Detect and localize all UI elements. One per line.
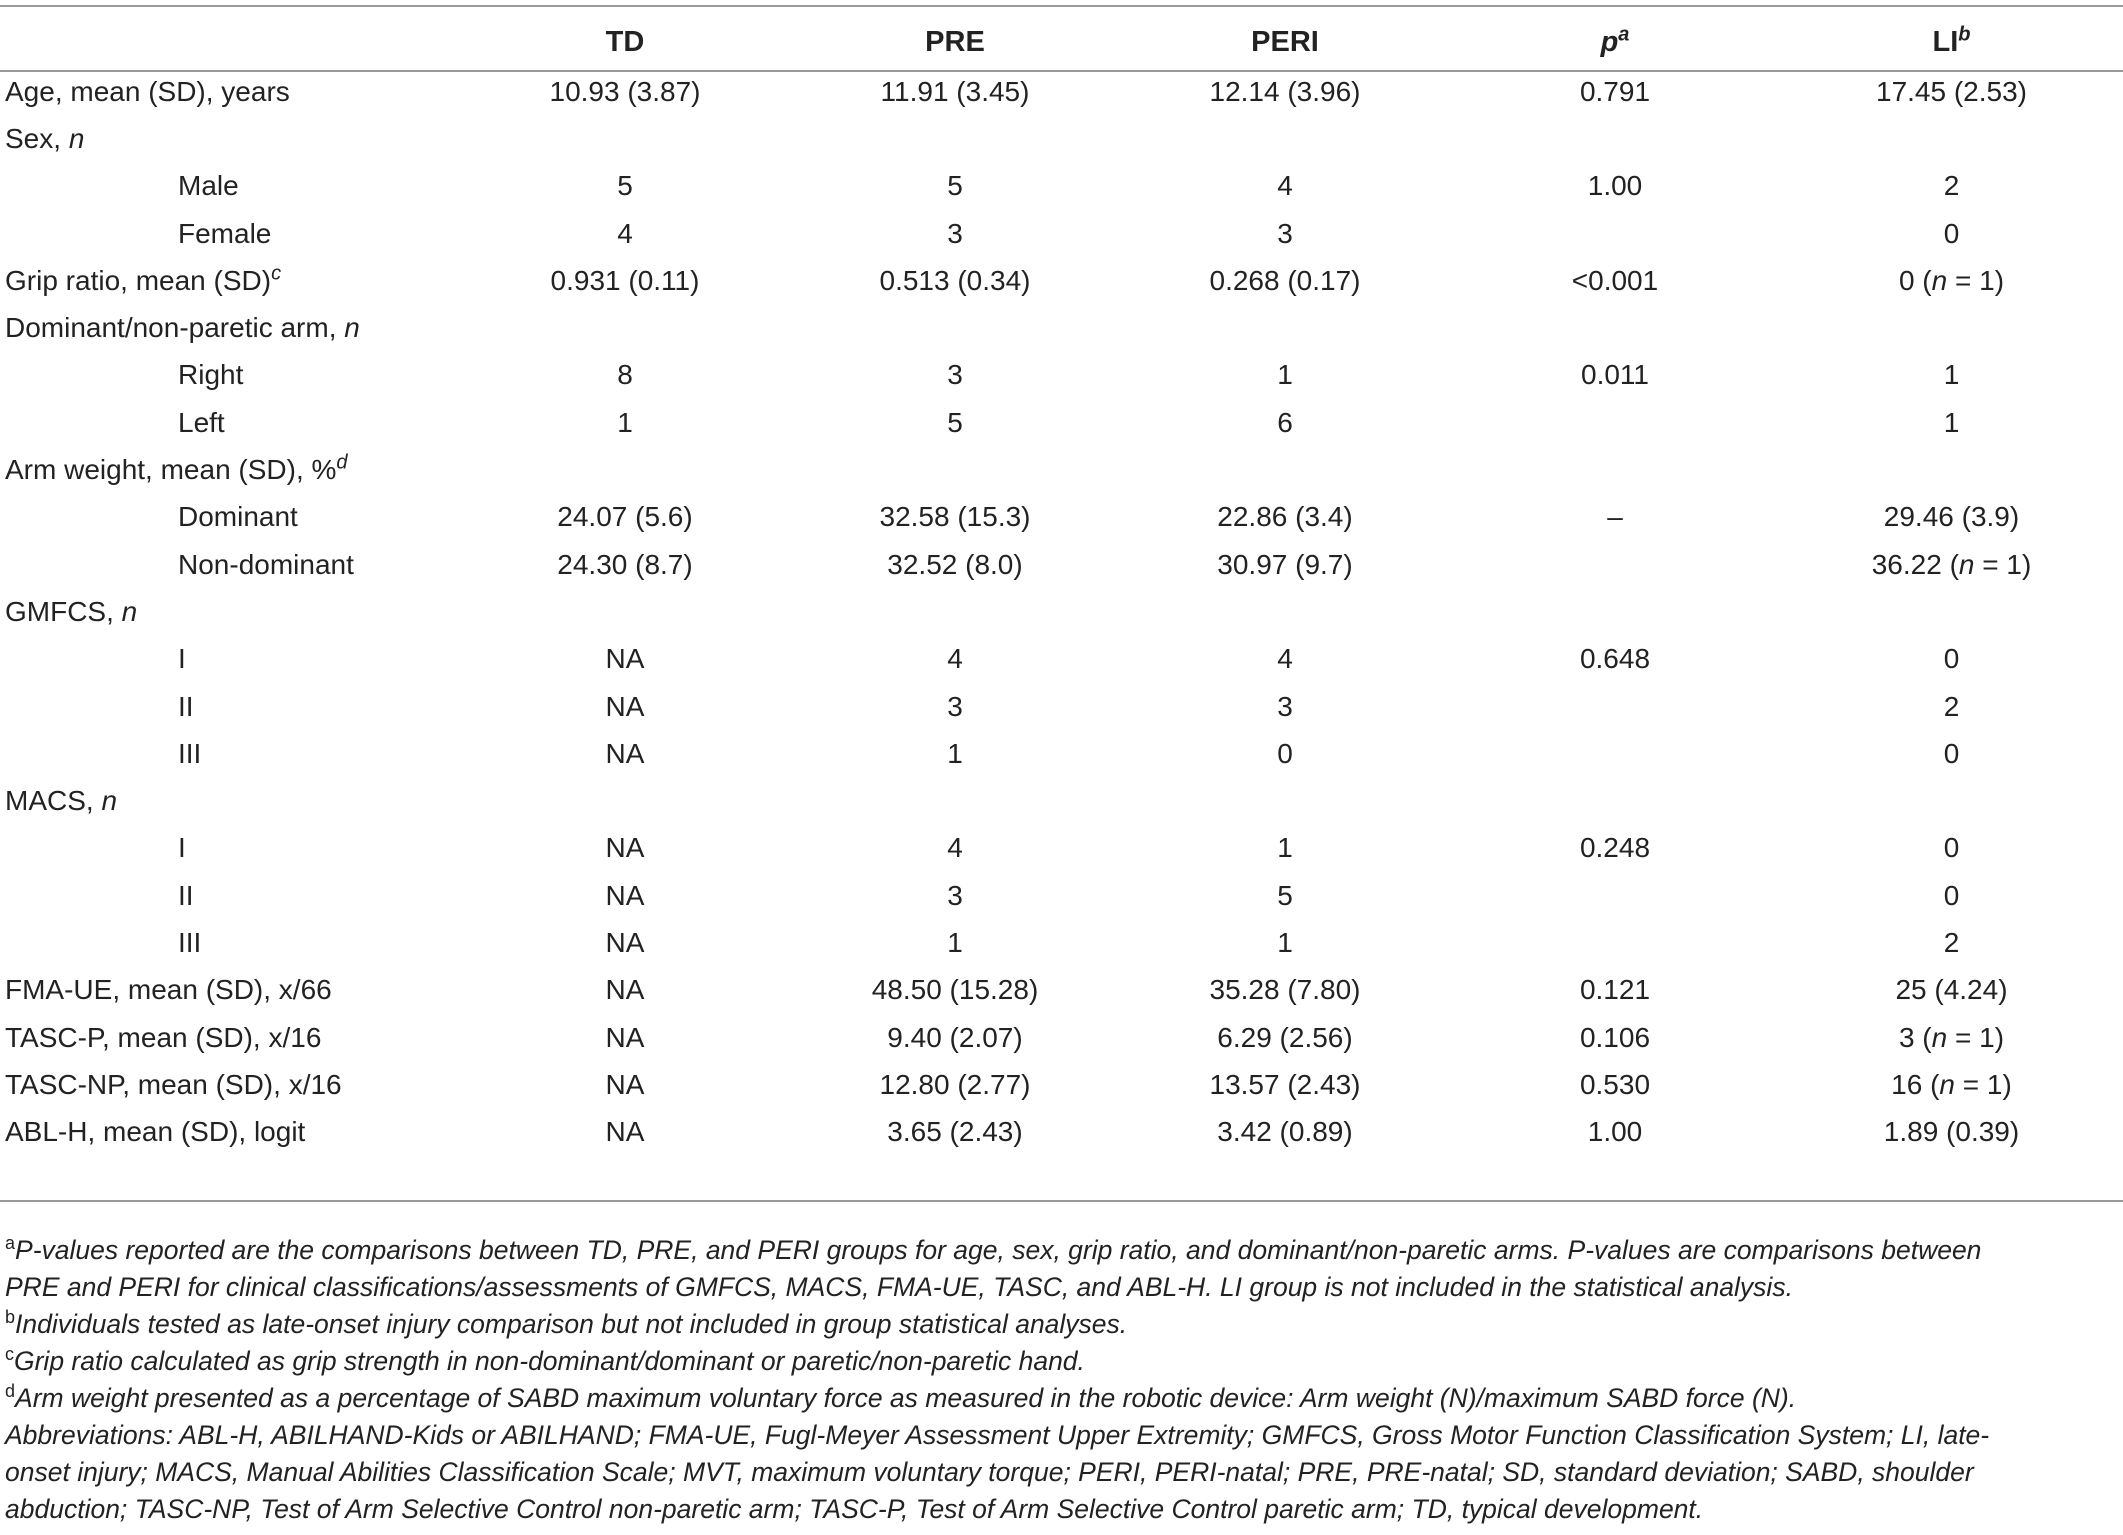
row-label (0, 399, 460, 446)
table-row (0, 210, 2123, 257)
table-row (0, 967, 2123, 1014)
table-row (0, 163, 2123, 210)
cell-td: 24.07 (5.6) (557, 501, 693, 533)
cell-li (1780, 446, 2123, 493)
cell-li (1780, 257, 2123, 304)
cell-peri: 3 (1277, 217, 1293, 249)
cell-li (1780, 777, 2123, 824)
cell-td: NA (605, 1068, 645, 1100)
cell-pre: 5 (947, 406, 963, 438)
cell-p (1450, 541, 1780, 588)
row-label-text: Left (178, 406, 225, 438)
cell-p (1450, 683, 1780, 730)
cell-p (1450, 304, 1780, 351)
cell-li-part: n (1931, 1021, 1948, 1053)
row-label-text: Female (178, 217, 272, 249)
cell-td (460, 588, 790, 635)
cell-li-part: 0 ( (1898, 264, 1932, 296)
cell-peri: 0 (1277, 737, 1293, 769)
table-row (0, 683, 2123, 730)
demographics-table (0, 16, 2123, 1156)
row-label-text: III (178, 926, 202, 958)
row-label-text: MACS, (5, 785, 102, 817)
footnote-text: P-values reported are the comparisons between TD, PRE, and PERI groups for age, sex, grip ratio, and dominant/non-paretic arms. P-values are comparisons between (15, 1235, 1982, 1265)
cell-td: NA (605, 643, 645, 675)
cell-pre: 11.91 (3.45) (880, 75, 1030, 107)
row-label (0, 163, 460, 210)
row-label (0, 1109, 460, 1156)
cell-p: 0.648 (1579, 643, 1651, 675)
cell-li (1780, 163, 2123, 210)
cell-li (1780, 825, 2123, 872)
row-label (0, 919, 460, 966)
cell-p: 0.121 (1579, 974, 1651, 1006)
cell-li (1780, 588, 2123, 635)
cell-li-part: 3 ( (1898, 1021, 1932, 1053)
cell-pre: 3 (947, 359, 963, 391)
cell-p: 1.00 (1587, 170, 1643, 202)
cell-peri: 1 (1277, 359, 1293, 391)
cell-li-part: 25 (4.24) (1895, 974, 2008, 1006)
table-row (0, 257, 2123, 304)
cell-peri: 6.29 (2.56) (1217, 1021, 1353, 1053)
cell-td: NA (605, 879, 645, 911)
header-pre: PRE (925, 25, 985, 58)
cell-li (1780, 1109, 2123, 1156)
cell-p (1450, 777, 1780, 824)
row-label-text: I (178, 643, 186, 675)
footnote-mark: d (5, 1381, 16, 1402)
row-label-text: TASC-P, mean (SD), x/16 (5, 1021, 322, 1053)
cell-peri: 3 (1277, 690, 1293, 722)
cell-pre (790, 777, 1120, 824)
cell-peri: 13.57 (2.43) (1209, 1068, 1361, 1100)
footnote-line (5, 1306, 2115, 1343)
cell-li-part: 2 (1943, 926, 1960, 958)
row-label-italic: n (101, 785, 118, 817)
table-row (0, 636, 2123, 683)
header-li-sup: b (1958, 22, 1971, 45)
cell-p (1450, 210, 1780, 257)
cell-peri: 5 (1277, 879, 1293, 911)
row-label-text: Dominant (178, 501, 298, 533)
footnote-text: Grip ratio calculated as grip strength in non-dominant/dominant or paretic/non-paretic hand. (14, 1346, 1085, 1376)
table-row (0, 872, 2123, 919)
cell-li (1780, 1061, 2123, 1108)
bottom-rule (0, 1200, 2123, 1202)
cell-li-part: = 1) (1947, 1021, 2005, 1053)
row-label-text: Male (178, 170, 239, 202)
row-label-text: II (178, 690, 194, 722)
cell-td: 4 (617, 217, 633, 249)
cell-li (1780, 919, 2123, 966)
cell-pre: 12.80 (2.77) (879, 1068, 1031, 1100)
cell-li (1780, 1014, 2123, 1061)
cell-li-part: 1 (1943, 406, 1960, 438)
table-row (0, 446, 2123, 493)
cell-peri: 1 (1277, 832, 1293, 864)
cell-li-part: 2 (1943, 690, 1960, 722)
footnote-line (5, 1232, 2115, 1269)
cell-p: <0.001 (1571, 264, 1659, 296)
footnote-text: Arm weight presented as a percentage of SABD maximum voluntary force as measured in the robotic device: Arm weight (N)/maximum SABD force (N). (15, 1383, 1797, 1413)
cell-li-part: 0 (1943, 217, 1960, 249)
row-label (0, 683, 460, 730)
table-row (0, 588, 2123, 635)
row-label-text: TASC-NP, mean (SD), x/16 (5, 1068, 342, 1100)
row-label-text: Right (178, 359, 244, 391)
footnote-text: onset injury; MACS, Manual Abilities Classification Scale; MVT, maximum voluntary torque; PERI, PERI-natal; PRE, PRE-natal; SD, standard deviation; SABD, shoulder (5, 1457, 1974, 1487)
row-label-text: I (178, 832, 186, 864)
header-td: TD (605, 25, 645, 58)
row-label (0, 967, 460, 1014)
cell-p: 0.011 (1581, 359, 1649, 391)
header-label-col (0, 16, 460, 68)
cell-p (1450, 115, 1780, 162)
cell-p (1450, 730, 1780, 777)
cell-li-part: 0 (1943, 643, 1960, 675)
cell-td: NA (605, 737, 645, 769)
table-row (0, 304, 2123, 351)
cell-p (1450, 872, 1780, 919)
cell-peri: 6 (1277, 406, 1293, 438)
footnote-text: Individuals tested as late-onset injury comparison but not included in group statistical analyses. (15, 1309, 1128, 1339)
cell-li-part: 29.46 (3.9) (1883, 501, 2020, 533)
top-rule (0, 5, 2123, 7)
cell-p: 0.106 (1579, 1021, 1651, 1053)
row-label-sup: c (271, 262, 282, 285)
cell-li (1780, 399, 2123, 446)
row-label (0, 115, 460, 162)
cell-peri (1120, 115, 1450, 162)
cell-pre: 1 (947, 926, 963, 958)
row-label-sup: d (336, 451, 348, 474)
row-label-text: Age, mean (SD), years (5, 75, 290, 107)
cell-peri: 30.97 (9.7) (1217, 548, 1353, 580)
cell-li (1780, 115, 2123, 162)
table-row (0, 777, 2123, 824)
cell-td (460, 115, 790, 162)
row-label-text: FMA-UE, mean (SD), x/66 (5, 974, 332, 1006)
footnote-text: PRE and PERI for clinical classifications/assessments of GMFCS, MACS, FMA-UE, TASC, and ABL-H. LI group is not included in the statistical analysis. (5, 1272, 1793, 1302)
cell-pre: 4 (947, 832, 963, 864)
cell-li-part: 0 (1943, 832, 1960, 864)
row-label (0, 1014, 460, 1061)
cell-td (460, 777, 790, 824)
cell-li (1780, 636, 2123, 683)
footnote-mark: c (5, 1344, 14, 1365)
cell-pre: 3 (947, 217, 963, 249)
cell-pre: 4 (947, 643, 963, 675)
cell-li-part: n (1931, 264, 1948, 296)
cell-li-part: n (1939, 1068, 1955, 1100)
cell-li (1780, 68, 2123, 115)
cell-td: 5 (617, 170, 633, 202)
table-row (0, 730, 2123, 777)
cell-pre (790, 446, 1120, 493)
footnote-text: Abbreviations: ABL-H, ABILHAND-Kids or ABILHAND; FMA-UE, Fugl-Meyer Assessment Upper Extremity; GMFCS, Gross Motor Function Classification System; LI, late- (5, 1420, 1990, 1450)
footnote-line (5, 1417, 2115, 1454)
table-row (0, 68, 2123, 115)
row-label-text: Non-dominant (178, 548, 354, 580)
cell-li-part: 0 (1943, 737, 1960, 769)
table-row (0, 1061, 2123, 1108)
footnote-text: abduction; TASC-NP, Test of Arm Selective Control non-paretic arm; TASC-P, Test of Arm Selective Control paretic arm; TD, typical development. (5, 1494, 1704, 1524)
header-p-text: p (1600, 25, 1619, 58)
table-footnotes (5, 1232, 2115, 1528)
header-peri: PERI (1251, 25, 1319, 58)
row-label-text: GMFCS, (5, 595, 122, 627)
table-row (0, 115, 2123, 162)
cell-li-part: 1.89 (0.39) (1883, 1116, 2020, 1148)
cell-p: 0.530 (1579, 1068, 1651, 1100)
cell-li (1780, 967, 2123, 1014)
cell-li-part: 17.45 (2.53) (1876, 75, 2027, 107)
cell-li-part: 0 (1943, 879, 1960, 911)
row-label (0, 636, 460, 683)
row-label (0, 777, 460, 824)
cell-pre: 0.513 (0.34) (879, 264, 1031, 296)
cell-pre: 9.40 (2.07) (887, 1021, 1023, 1053)
cell-pre (790, 115, 1120, 162)
footnote-line (5, 1269, 2115, 1306)
cell-td: 0.931 (0.11) (550, 264, 700, 296)
cell-p (1450, 588, 1780, 635)
cell-peri: 35.28 (7.80) (1209, 974, 1361, 1006)
row-label (0, 304, 460, 351)
cell-td: NA (605, 690, 645, 722)
row-label (0, 446, 460, 493)
table-row (0, 1109, 2123, 1156)
cell-p: 1.00 (1587, 1116, 1643, 1148)
cell-td: NA (605, 926, 645, 958)
cell-td: 8 (617, 359, 633, 391)
cell-li-part: 2 (1943, 170, 1960, 202)
header-p (1450, 16, 1780, 68)
cell-peri: 22.86 (3.4) (1217, 501, 1353, 533)
table-body (0, 68, 2123, 1156)
cell-peri: 4 (1277, 170, 1293, 202)
cell-p: 0.248 (1579, 832, 1651, 864)
row-label-text: Dominant/non-paretic arm, (5, 312, 345, 344)
table-row (0, 919, 2123, 966)
cell-p (1450, 446, 1780, 493)
row-label (0, 494, 460, 541)
cell-pre: 48.50 (15.28) (871, 974, 1039, 1006)
cell-li (1780, 683, 2123, 730)
table-row (0, 825, 2123, 872)
row-label (0, 68, 460, 115)
cell-li (1780, 541, 2123, 588)
cell-p: 0.791 (1579, 75, 1651, 107)
cell-pre: 32.52 (8.0) (887, 548, 1023, 580)
row-label-text: II (178, 879, 194, 911)
row-label (0, 541, 460, 588)
header-li (1780, 16, 2123, 68)
cell-pre: 32.58 (15.3) (879, 501, 1031, 533)
cell-li-part: 16 ( (1891, 1068, 1940, 1100)
cell-pre: 3.65 (2.43) (887, 1116, 1023, 1148)
row-label-italic: n (121, 595, 138, 627)
cell-pre: 3 (947, 690, 963, 722)
cell-td: 24.30 (8.7) (557, 548, 693, 580)
cell-td: NA (605, 974, 645, 1006)
cell-li-part: 36.22 ( (1871, 548, 1959, 580)
row-label-text: Grip ratio, mean (SD) (5, 264, 272, 296)
footnote-line (5, 1491, 2115, 1528)
cell-li (1780, 210, 2123, 257)
row-label-italic: n (344, 312, 360, 344)
cell-li-part: = 1) (1955, 1068, 2012, 1100)
table-row (0, 352, 2123, 399)
footnote-line (5, 1454, 2115, 1491)
row-label-text: Arm weight, mean (SD), % (5, 454, 337, 486)
row-label-italic: n (68, 122, 85, 154)
header-p-sup: a (1618, 22, 1630, 45)
cell-p: – (1607, 501, 1623, 533)
cell-li-part: n (1958, 548, 1975, 580)
cell-td: NA (605, 1021, 645, 1053)
row-label (0, 257, 460, 304)
cell-li (1780, 730, 2123, 777)
cell-li (1780, 872, 2123, 919)
row-label (0, 588, 460, 635)
cell-li (1780, 352, 2123, 399)
row-label (0, 352, 460, 399)
cell-td: 1 (617, 406, 633, 438)
cell-peri: 3.42 (0.89) (1217, 1116, 1353, 1148)
cell-peri: 12.14 (3.96) (1209, 75, 1361, 107)
cell-pre: 5 (947, 170, 963, 202)
cell-td (460, 446, 790, 493)
row-label-text: III (178, 737, 202, 769)
row-label-text: Sex, (5, 122, 69, 154)
header-row (0, 16, 2123, 68)
cell-pre (790, 588, 1120, 635)
header-li-text: LI (1932, 25, 1959, 58)
cell-p (1450, 919, 1780, 966)
cell-li (1780, 304, 2123, 351)
cell-p (1450, 399, 1780, 446)
cell-peri (1120, 588, 1450, 635)
footnote-mark: b (5, 1307, 16, 1328)
cell-peri (1120, 304, 1450, 351)
cell-pre (790, 304, 1120, 351)
cell-li-part: = 1) (1947, 264, 2005, 296)
cell-peri: 4 (1277, 643, 1293, 675)
cell-peri (1120, 446, 1450, 493)
row-label (0, 872, 460, 919)
footnote-line (5, 1380, 2115, 1417)
row-label (0, 1061, 460, 1108)
row-label (0, 825, 460, 872)
row-label-text: ABL-H, mean (SD), logit (5, 1116, 306, 1148)
row-label (0, 730, 460, 777)
cell-peri (1120, 777, 1450, 824)
table-row (0, 541, 2123, 588)
cell-peri: 0.268 (0.17) (1209, 264, 1361, 296)
cell-peri: 1 (1277, 926, 1293, 958)
cell-td: 10.93 (3.87) (549, 75, 701, 107)
cell-li-part: 1 (1943, 359, 1960, 391)
cell-td (460, 304, 790, 351)
cell-pre: 3 (947, 879, 963, 911)
cell-li (1780, 494, 2123, 541)
footnote-line (5, 1343, 2115, 1380)
table-row (0, 1014, 2123, 1061)
row-label (0, 210, 460, 257)
footnote-mark: a (5, 1233, 16, 1254)
cell-td: NA (605, 832, 645, 864)
table-row (0, 494, 2123, 541)
cell-pre: 1 (947, 737, 963, 769)
cell-td: NA (605, 1116, 645, 1148)
table-row (0, 399, 2123, 446)
cell-li-part: = 1) (1974, 548, 2032, 580)
